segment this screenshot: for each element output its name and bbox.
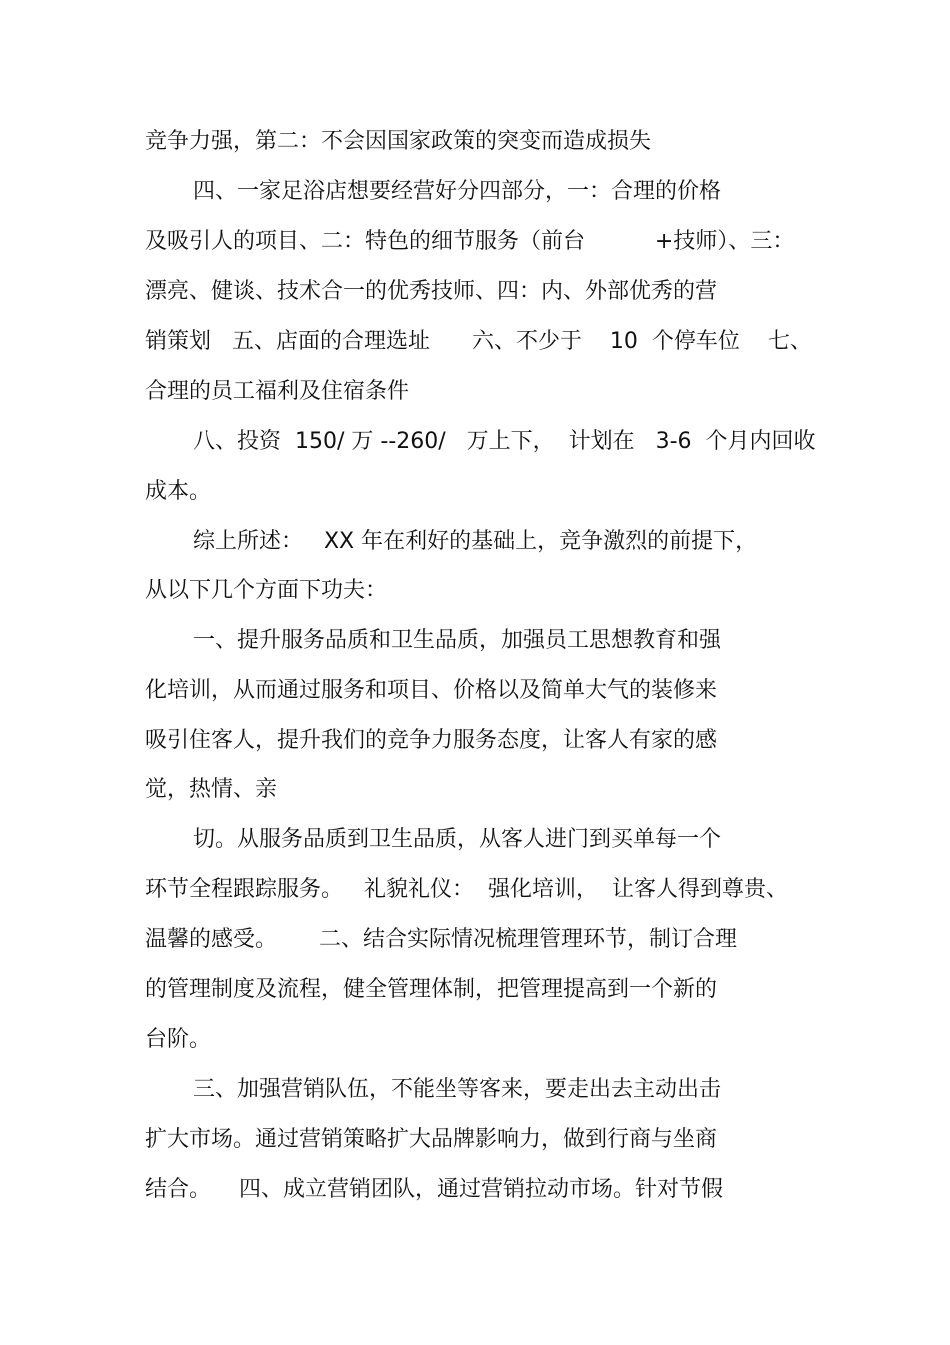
text-line: 漂亮、健谈、技术合一的优秀技师、四：内、外部优秀的营 [145, 279, 718, 304]
text-line: 一、提升服务品质和卫生品质，加强员工思想教育和强 [193, 628, 722, 653]
text-line: 综上所述： XX 年在利好的基础上，竞争激烈的前提下， [193, 529, 758, 554]
text-line: 的管理制度及流程，健全管理体制，把管理提高到一个新的 [145, 977, 718, 1002]
text-line: 四、一家足浴店想要经营好分四部分，一：合理的价格 [193, 179, 722, 204]
text-line: 温馨的感受。 二、结合实际情况梳理管理环节，制订合理 [145, 927, 737, 952]
text-line: 八、投资 150/ 万 --260/ 万上下， 计划在 3-6 个月内回收 [193, 429, 816, 454]
text-line: 切。从服务品质到卫生品质，从客人进门到买单每一个 [193, 827, 722, 852]
text-line: 成本。 [145, 479, 212, 504]
text-line: 三、加强营销队伍，不能坐等客来，要走出去主动出击 [193, 1077, 722, 1102]
text-line: 从以下几个方面下功夫： [145, 578, 388, 603]
text-line: 及吸引人的项目、二：特色的细节服务（前台 +技师）、三： [145, 229, 795, 254]
text-line: 化培训，从而通过服务和项目、价格以及简单大气的装修来 [145, 678, 718, 703]
text-line: 合理的员工福利及住宿条件 [145, 379, 410, 404]
text-line: 竞争力强，第二：不会因国家政策的突变而造成损失 [145, 129, 652, 154]
text-line: 销策划 五、店面的合理选址 六、不少于 10 个停车位 七、 [145, 329, 812, 354]
text-line: 结合。 四、成立营销团队，通过营销拉动市场。针对节假 [145, 1177, 723, 1202]
text-line: 觉，热情、亲 [145, 777, 278, 802]
text-line: 扩大市场。通过营销策略扩大品牌影响力，做到行商与坐商 [145, 1127, 718, 1152]
text-line: 台阶。 [145, 1027, 212, 1052]
text-line: 吸引住客人，提升我们的竞争力服务态度，让客人有家的感 [145, 728, 718, 753]
text-line: 环节全程跟踪服务。 礼貌礼仪： 强化培训， 让客人得到尊贵、 [145, 877, 788, 902]
